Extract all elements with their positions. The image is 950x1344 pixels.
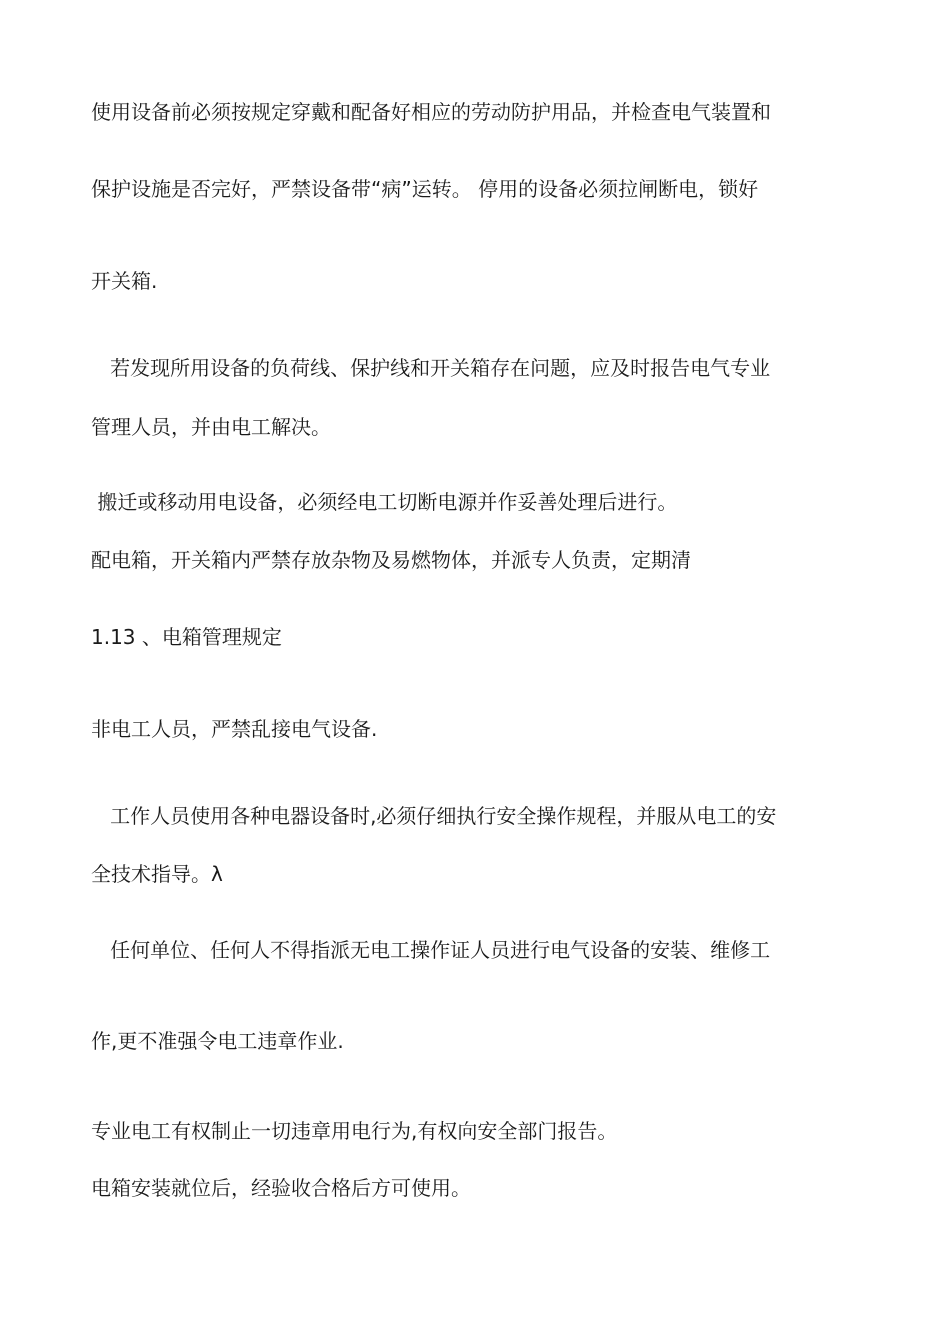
text-line-4: 若发现所用设备的负荷线、保护线和开关箱存在问题，应及时报告电气专业 [91,356,771,380]
section-heading: 1.13 、电箱管理规定 [91,625,282,649]
text-line-3: 开关箱. [91,269,158,293]
text-line-1: 使用设备前必须按规定穿戴和配备好相应的劳动防护用品，并检查电气装置和 [91,100,771,124]
text-line-11: 全技术指导。λ [91,862,223,886]
text-line-2: 保护设施是否完好，严禁设备带“病”运转。 停用的设备必须拉闸断电，锁好 [91,177,759,201]
text-line-7: 配电箱，开关箱内严禁存放杂物及易燃物体，并派专人负责，定期清 [91,548,691,572]
text-line-14: 专业电工有权制止一切违章用电行为,有权向安全部门报告。 [91,1119,618,1143]
text-line-12: 任何单位、任何人不得指派无电工操作证人员进行电气设备的安装、维修工 [91,938,771,962]
text-line-15: 电箱安装就位后，经验收合格后方可使用。 [91,1176,471,1200]
text-line-10: 工作人员使用各种电器设备时,必须仔细执行安全操作规程，并服从电工的安 [91,804,777,828]
text-line-6: 搬迁或移动用电设备，必须经电工切断电源并作妥善处理后进行。 [91,490,678,514]
text-line-9: 非电工人员，严禁乱接电气设备. [91,717,378,741]
text-line-5: 管理人员，并由电工解决。 [91,415,331,439]
text-line-13: 作,更不准强令电工违章作业. [91,1029,344,1053]
